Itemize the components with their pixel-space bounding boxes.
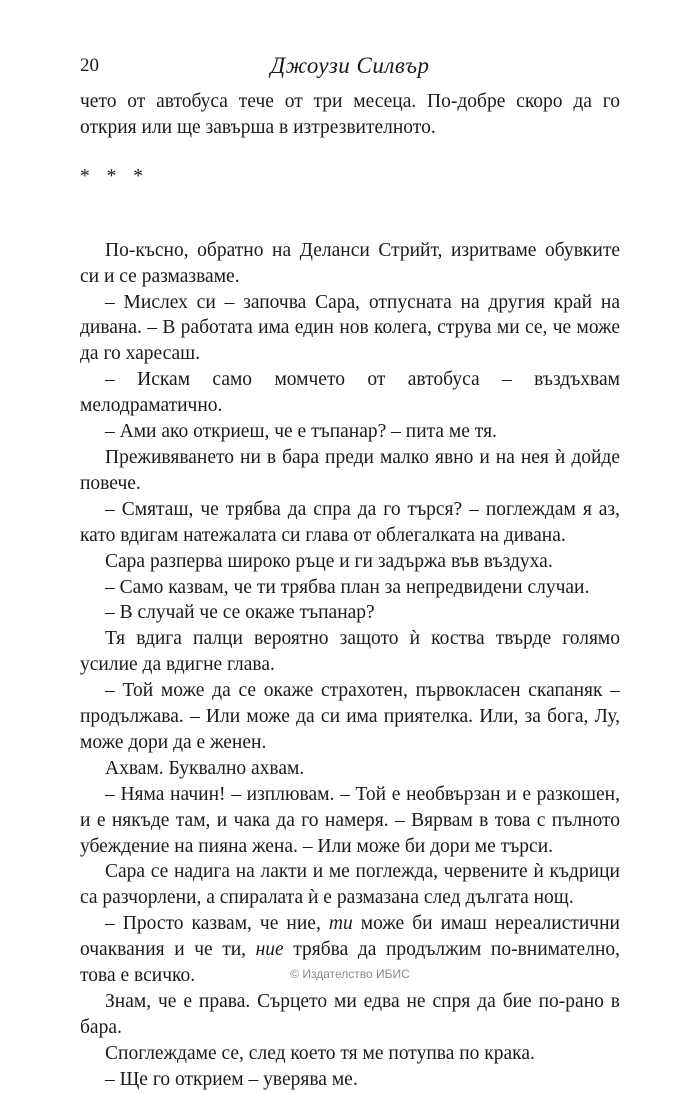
paragraph: Знам, че е права. Сърцето ми едва не спря да бие по-рано в бара. [80,991,620,1038]
paragraph: Сара разперва широко ръце и ги задържа във въздуха. [105,550,553,572]
carry-over-paragraph: чето от автобуса тече от три месеца. По-добре скоро да го открия или ще завърша в изтрезвителното. [80,91,620,138]
emphasis: ти [328,913,353,935]
paragraph: По-късно, обратно на Деланси Стрийт, изритваме обувките си и се размазваме. [80,239,620,287]
paragraph: – Само казвам, че ти трябва план за непредвидени случаи. [105,576,590,598]
paragraph: – Мислех си – започва Сара, отпусната на другия край на дивана. – В работата има един нов колега, струва ми се, че може да го харесаш. [80,291,620,365]
paragraph: Сара се надига на лакти и ме поглежда, червените ѝ къдрици са разчорлени, а спиралата ѝ е размазана след дългата нощ. [80,861,620,909]
paragraph: – Ами ако откриеш, че е тъпанар? – пита ме тя. [105,421,497,443]
emphasis: ние [255,939,284,961]
running-title: Джоузи Силвър [270,53,430,78]
body-text [80,89,620,1093]
page-number: 20 [80,55,99,76]
paragraph: – Искам само момчето от автобуса – въздъхвам мелодраматично. [80,369,620,417]
publisher-footer: © Издателство ИБИС [290,967,410,981]
paragraph: Тя вдига палци вероятно защото ѝ коства твърде голямо усилие да вдигне глава. [80,628,620,676]
paragraph: Споглеждаме се, след което тя ме потупва по крака. [105,1042,535,1064]
text-segment: може би имаш нереалистични очаквания и че ти, [80,913,620,961]
text-segment: – Просто казвам, че ние, [105,913,329,935]
text-segment: трябва да продължим по-внимателно, това е всичко. [80,939,620,987]
paragraph: – Смяташ, че трябва да спра да го търся? – поглеждам я аз, като вдигам натежалата си глава от облегалката на дивана. [80,498,620,546]
paragraph: – В случай че се окаже тъпанар? [105,602,375,624]
paragraph: – Ще го открием – уверява ме. [105,1068,358,1090]
paragraph: – Няма начин! – изплювам. – Той е необвързан и е разкошен, и е някъде там, и чака да го намеря. – Вярвам в това с пълното убеждение на пияна жена. – Или може би дори ме търси. [80,783,620,857]
paragraph: – Той може да се окаже страхотен, първокласен скапаняк – продължава. – Или може да си има приятелка. Или, за бога, Лу, може дори да е женен. [80,680,620,753]
paragraph: Преживяването ни в бара преди малко явно и на нея ѝ дойде повече. [80,446,620,494]
paragraph: Ахвам. Буквално ахвам. [105,757,305,779]
scene-break: * * * [80,165,149,187]
